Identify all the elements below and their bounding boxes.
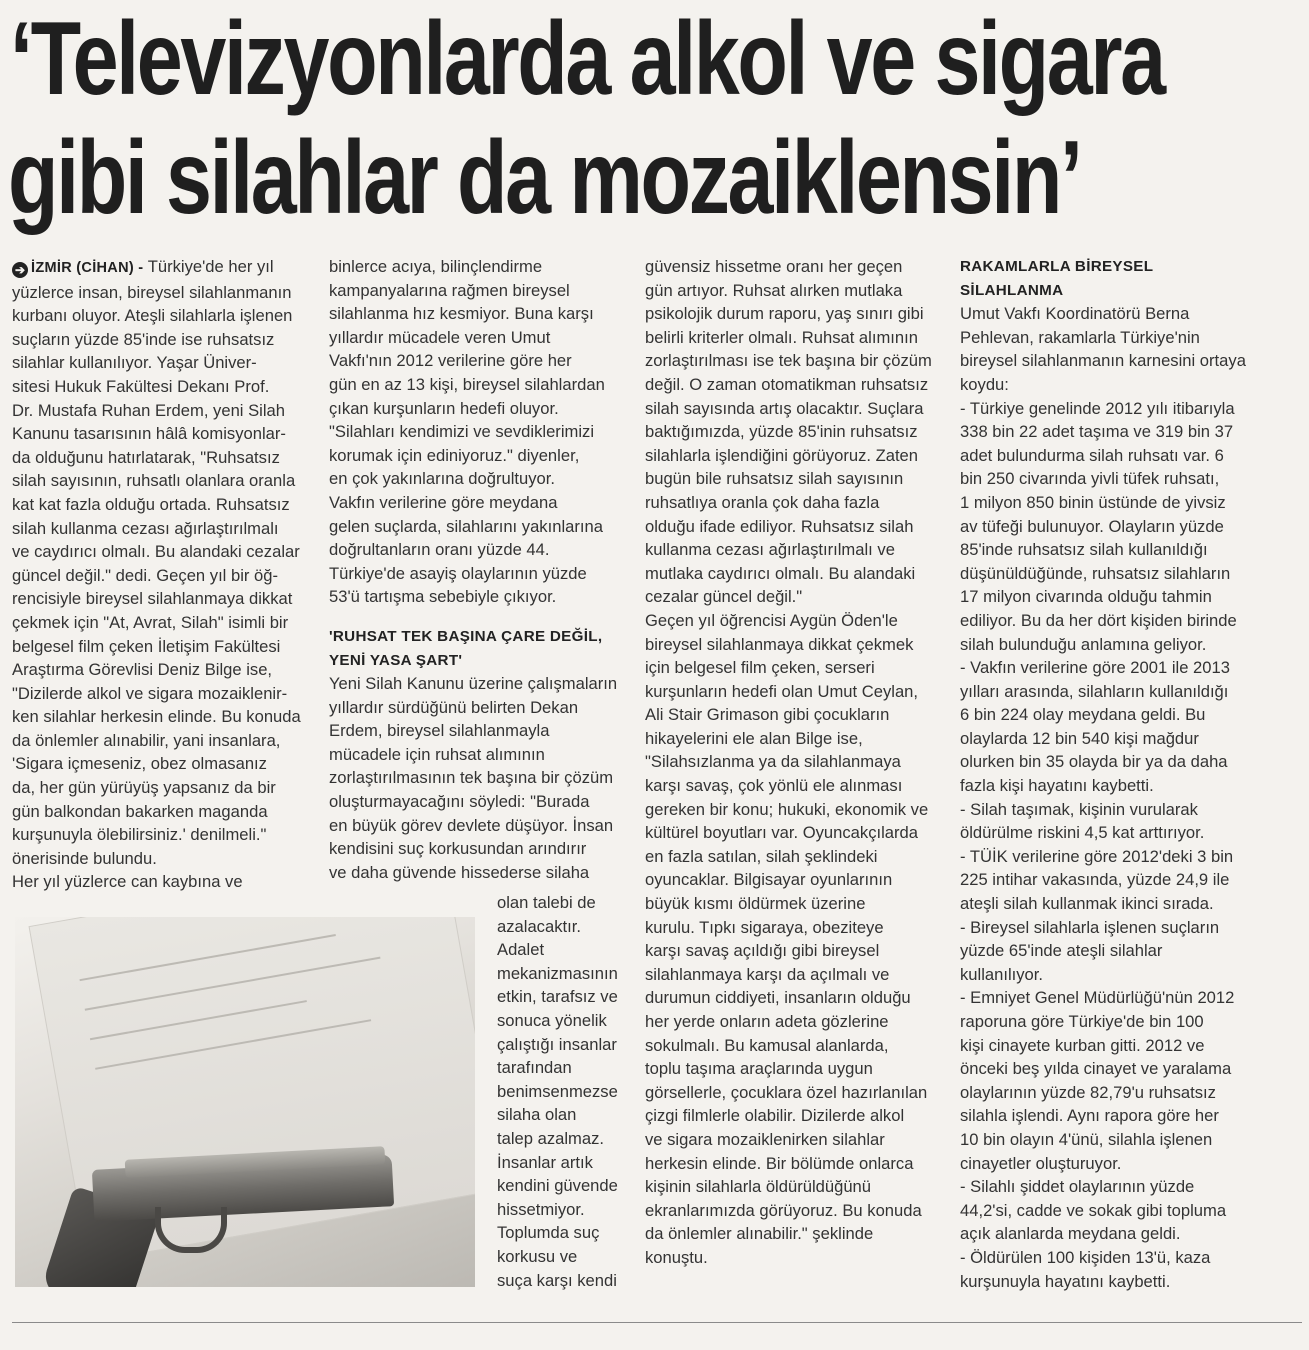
text-line: silahlarla işlendiğini görüyoruz. Zaten (645, 445, 919, 465)
text-line: mücadele için ruhsat alımının (329, 744, 545, 764)
text-line: Umut Vakfı Koordinatörü Berna (960, 304, 1190, 324)
text-line: "Silahları kendimizi ve sevdiklerimizi (329, 422, 595, 442)
text-line: - Öldürülen 100 kişiden 13'ü, kaza (960, 1247, 1211, 1267)
text-line: psikolojik durum raporu, yaş sınırı gibi (645, 304, 924, 324)
text-line: "Dizilerde alkol ve sigara mozaiklenir- (12, 683, 288, 703)
text-line: Pehlevan, rakamlarla Türkiye'nin (960, 327, 1200, 347)
text-line: adet bulundurma silah ruhsatı var. 6 (960, 445, 1224, 465)
text-line: çizgi filmlerle olabilir. Dizilerde alkol (645, 1106, 905, 1126)
text-line: kurbanı oluyor. Ateşli silahlarla işlenen (12, 306, 293, 326)
text-line: düşünüldüğünde, ruhsatsız silahların (960, 563, 1231, 583)
text-line: silah kullanma cezası ağırlaştırılmalı (12, 518, 279, 538)
text-line: - Silah taşımak, kişinin vurularak (960, 799, 1198, 819)
text-line: yıllardır sürdüğünü belirten Dekan (329, 697, 579, 717)
column-2-subhead (329, 625, 624, 672)
text-line: olurken bin 35 olayda bir ya da daha (960, 752, 1228, 772)
text-line: silahlanma hız kesmiyor. Buna karşı (329, 304, 594, 324)
text-line: suça karşı kendi (497, 1270, 617, 1290)
text-line: silahlanmaya karşı da açılmalı ve (645, 964, 890, 984)
text-line: kişi cinayete kurban gitti. 2012 ve (960, 1035, 1205, 1055)
text-line: - Vakfın verilerine göre 2001 ile 2013 (960, 658, 1230, 678)
text-line: kendini güvende (497, 1176, 618, 1196)
text-line: 85'inde ruhsatsız silah kullanıldığı (960, 540, 1208, 560)
article-column-3 (645, 255, 941, 1270)
text-line: 53'ü tartışma sebebiyle çıkıyor. (329, 587, 557, 607)
text-line: silah sayısının, ruhsatlı olanlara oranla (12, 471, 296, 491)
arrow-circle-icon: ➔ (12, 262, 28, 278)
text-line: gün en az 13 kişi, bireysel silahlardan (329, 374, 605, 394)
text-line: yıllardır mücadele veren Umut (329, 327, 551, 347)
text-line: yüzlerce insan, bireysel silahlanmanın (12, 282, 292, 302)
byline: İZMİR (CİHAN) - (31, 260, 144, 276)
text-line: korumak için ediniyoruz." diyenler, (329, 445, 580, 465)
text-line: açık alanlarda meydana geldi. (960, 1224, 1181, 1244)
text-line: olan talebi de (497, 893, 596, 912)
paragraph-line: Türkiye'de her yıl (143, 257, 274, 276)
text-line: bireysel silahlanmaya dikkat çekmek (645, 634, 914, 654)
text-line: en çok yakınlarına doğrultuyor. (329, 469, 555, 489)
bottom-rule (12, 1322, 1302, 1323)
text-line: baktığımızda, yüzde 85'inin ruhsatsız (645, 422, 918, 442)
text-line: mutlaka caydırıcı olmalı. Bu alandaki (645, 563, 916, 583)
text-line: Vakfı'nın 2012 verilerine göre her (329, 351, 572, 371)
text-line: kampanyalarına rağmen bireysel (329, 280, 570, 300)
text-line: karşı savaş, çok yönlü ele alınması (645, 776, 903, 796)
text-line: da önlemler alınabilir." şeklinde (645, 1224, 874, 1244)
text-line: ruhsatlıya oranla çok daha fazla (645, 492, 880, 512)
article-column-2 (329, 255, 624, 884)
text-line: öldürülme riskini 4,5 kat arttırıyor. (960, 823, 1205, 843)
column-4-lines (960, 302, 1260, 1293)
text-line: korkusu ve (497, 1246, 578, 1266)
text-line: ateşli silah kullanmak ikinci sırada. (960, 894, 1214, 914)
text-line: gün balkondan bakarken maganda (12, 801, 268, 821)
text-line: İnsanlar artık (497, 1152, 593, 1172)
text-line: konuştu. (645, 1247, 708, 1267)
pistol-photo (15, 917, 475, 1287)
text-line: çekmek için "At, Avrat, Silah" isimli bir (12, 612, 289, 632)
text-line: hikayelerini ele alan Bilge ise, (645, 728, 863, 748)
text-line: önceki beş yılda cinayet ve yaralama (960, 1059, 1232, 1079)
text-line: kurşunların hedefi olan Umut Ceylan, (645, 681, 919, 701)
text-line: silaha olan (497, 1105, 577, 1125)
text-line: değil. O zaman otomatikman ruhsatsız (645, 374, 929, 394)
text-line: ve caydırıcı olmalı. Bu alandaki cezalar (12, 542, 300, 562)
text-line: benimsenmezse (497, 1081, 618, 1101)
text-line: mekanizmasının (497, 963, 618, 983)
text-line: en fazla satılan, silah şeklindeki (645, 846, 878, 866)
text-line: sonuca yönelik (497, 1010, 607, 1030)
text-line: - Silahlı şiddet olaylarının yüzde (960, 1177, 1195, 1197)
text-line: - Türkiye genelinde 2012 yılı itibarıyla (960, 398, 1235, 418)
text-line: silah bulunduğu anlamına geliyor. (960, 634, 1207, 654)
text-line: ve sigara mozaiklenirken silahlar (645, 1129, 885, 1149)
text-line: ve daha güvende hissederse silaha (329, 862, 590, 882)
text-line: tarafından (497, 1058, 572, 1078)
text-line: 6 bin 224 olay meydana geldi. Bu (960, 705, 1206, 725)
text-line: azalacaktır. (497, 916, 581, 936)
text-line: Geçen yıl öğrencisi Aygün Öden'le (645, 610, 898, 630)
text-line: doğrultanların oranı yüzde 44. (329, 540, 550, 560)
text-line: her yerde onların adeta gözlerine (645, 1012, 889, 1031)
text-line: silah sayısında artış olacaktır. Suçlara (645, 398, 924, 418)
text-line: Vakfın verilerine göre meydana (329, 492, 558, 512)
text-line: yılları arasında, silahların kullanıldığı (960, 681, 1229, 701)
text-line: kurulu. Tıpkı sigaraya, obeziteye (645, 917, 884, 937)
text-line: durumun ciddiyeti, insanların olduğu (645, 988, 911, 1008)
text-line: sitesi Hukuk Fakültesi Dekanı Prof. (12, 376, 270, 396)
text-line: Ali Stair Grimason gibi çocukların (645, 705, 890, 725)
text-line: gelen suçlarda, silahlarını yakınlarına (329, 516, 603, 536)
text-line: Araştırma Görevlisi Deniz Bilge ise, (12, 660, 273, 680)
text-line: olaylarının yüzde 82,79'u ruhsatsız (960, 1082, 1216, 1102)
text-line: - TÜİK verilerine göre 2012'deki 3 bin (960, 846, 1234, 866)
text-line: kişinin silahlarla öldürüldüğünü (645, 1177, 872, 1197)
text-line: Yeni Silah Kanunu üzerine çalışmaların (329, 674, 618, 694)
text-line: çıkan kurşunların hedefi oluyor. (329, 398, 559, 418)
headline-line-1: ‘Televizyonlarda alkol ve sigara (10, 1, 1164, 117)
text-line: talep azalmaz. (497, 1128, 604, 1148)
text-line: en büyük görev devlete düşüyor. İnsan (329, 815, 614, 835)
text-line: olduğu ifade ediliyor. Ruhsatsız silah (645, 516, 914, 536)
headline-line-2: gibi silahlar da mozaiklensin’ (8, 120, 1081, 236)
column-4-subhead (960, 255, 1260, 302)
text-line: raporuna göre Türkiye'de bin 100 (960, 1012, 1204, 1031)
text-line: hissetmiyor. (497, 1199, 585, 1219)
text-line: oyuncaklar. Bilgisayar oyunlarının (645, 870, 893, 890)
text-line: 'RUHSAT TEK BAŞINA ÇARE DEĞİL, (329, 627, 603, 645)
text-line: 1 milyon 850 binin üstünde de yivsiz (960, 492, 1226, 512)
text-line: büyük kısmı öldürmek üzerine (645, 894, 866, 914)
text-line: gün artıyor. Ruhsat alırken mutlaka (645, 280, 903, 300)
text-line: koydu: (960, 374, 1009, 394)
text-line: toplu taşıma araçlarında uygun (645, 1059, 873, 1079)
article-column-2-narrow (497, 891, 622, 1292)
text-line: av tüfeği bulunuyor. Olayların yüzde (960, 516, 1224, 536)
text-line: görsellerle, çocuklara özel hazırlanılan (645, 1082, 928, 1102)
text-line: belgesel film çeken İletişim Fakültesi (12, 636, 281, 656)
text-line: oluşturmayacağını söyledi: "Burada (329, 792, 590, 812)
text-line: 17 milyon civarında olduğu tahmin (960, 587, 1212, 607)
text-line: sokulmalı. Bu kamusal alanlarda, (645, 1035, 889, 1055)
text-line: kat kat fazla olduğu ortada. Ruhsatsız (12, 494, 290, 514)
text-line: 225 intihar vakasında, yüzde 24,9 ile (960, 870, 1230, 890)
text-line: ediliyor. Bu da her dört kişiden birinde (960, 610, 1237, 630)
text-line: da olduğunu hatırlatarak, "Ruhsatsız (12, 447, 280, 467)
text-line: da önlemler alınabilir, yani insanlara, (12, 730, 281, 750)
text-line: güncel değil." dedi. Geçen yıl bir öğ- (12, 565, 279, 585)
text-line: "Silahsızlanma ya da silahlanmaya (645, 752, 901, 772)
text-line: 10 bin olayın 4'ünü, silahla işlenen (960, 1129, 1213, 1149)
text-line: belirli kriterler olmalı. Ruhsat alımının (645, 327, 918, 347)
text-line: karşı savaş açıldığı gibi bireysel (645, 941, 880, 961)
text-line: binlerce acıya, bilinçlendirme (329, 257, 543, 276)
text-line: bugün bile ruhsatsız silah sayısının (645, 469, 904, 489)
text-line: önerisinde bulundu. (12, 848, 157, 868)
text-line: zorlaştırılmasının tek başına bir çözüm (329, 768, 614, 788)
text-line: ekranlarımızda görüyoruz. Bu konuda (645, 1200, 922, 1220)
text-line: etkin, tarafsız ve (497, 987, 618, 1007)
text-line: SİLAHLANMA (960, 281, 1064, 299)
text-line: kültürel boyutları var. Oyuncakçılarda (645, 823, 919, 843)
text-line: bireysel silahlanmanın karnesini ortaya (960, 351, 1246, 371)
pistol-trigger-guard (155, 1207, 227, 1253)
text-line: kendisini suç korkusundan arındırır (329, 839, 587, 859)
text-line: kullanma cezası ağırlaştırılmalı ve (645, 540, 895, 560)
text-line: YENİ YASA ŞART' (329, 651, 463, 669)
text-line: fazla kişi hayatını kaybetti. (960, 776, 1154, 796)
text-line: kullanılıyor. (960, 964, 1044, 984)
column-2-after-lines (329, 672, 624, 884)
text-line: - Emniyet Genel Müdürlüğü'nün 2012 (960, 988, 1235, 1008)
text-line: 44,2'si, cadde ve sokak gibi topluma (960, 1200, 1227, 1220)
text-line: RAKAMLARLA BİREYSEL (960, 258, 1154, 275)
byline-line (12, 255, 312, 281)
text-line: Erdem, bireysel silahlanmayla (329, 721, 550, 741)
text-line: zorlaştırılması ise tek başına bir çözüm (645, 351, 932, 371)
text-line: bin 250 civarında yivli tüfek ruhsatı, (960, 469, 1220, 489)
text-line: silahla işlendi. Aynı rapora göre her (960, 1106, 1219, 1126)
column-2-lines (329, 255, 624, 609)
article-column-1 (12, 255, 312, 894)
text-line: Türkiye'de asayiş olaylarının yüzde (329, 563, 587, 583)
text-line: - Bireysel silahlarla işlenen suçların (960, 917, 1220, 937)
text-line: güvensiz hissetme oranı her geçen (645, 257, 903, 276)
text-line: cinayetler oluşturuyor. (960, 1153, 1122, 1173)
text-line: cezalar güncel değil." (645, 587, 803, 607)
text-line: Toplumda suç (497, 1223, 600, 1243)
text-line: 'Sigara içmeseniz, obez olmasanız (12, 754, 267, 774)
text-line: ken silahlar herkesin elinde. Bu konuda (12, 707, 301, 727)
text-line: silahlar kullanılıyor. Yaşar Üniver- (12, 353, 257, 373)
text-line: Adalet (497, 940, 545, 960)
text-line: gereken bir konu; hukuki, ekonomik ve (645, 799, 929, 819)
text-line: herkesin elinde. Bir bölümde onlarca (645, 1153, 914, 1173)
text-line: kurşunuyla ölebilirsiniz.' denilmeli." (12, 825, 267, 845)
text-line: rencisiyle bireysel silahlanmaya dikkat (12, 589, 293, 609)
text-line: Kanunu tasarısının hâlâ komisyonlar- (12, 424, 286, 444)
text-line: yüzde 65'inde ateşli silahlar (960, 941, 1163, 961)
text-line: olaylarda 12 bin 540 kişi mağdur (960, 728, 1199, 748)
text-line: için belgesel film çeken, serseri (645, 658, 875, 678)
text-line: Dr. Mustafa Ruhan Erdem, yeni Silah (12, 400, 286, 420)
text-line: 338 bin 22 adet taşıma ve 319 bin 37 (960, 422, 1234, 442)
text-line: çalıştığı insanlar (497, 1034, 617, 1054)
text-line: suçların yüzde 85'inde ise ruhsatsız (12, 329, 275, 349)
column-3-lines (645, 255, 941, 1270)
article-column-4 (960, 255, 1260, 1293)
text-line: Her yıl yüzlerce can kaybına ve (12, 872, 243, 892)
text-line: da, her gün yürüyüş yapsanız da bir (12, 778, 276, 798)
text-line: kurşunuyla hayatını kaybetti. (960, 1271, 1171, 1291)
column-1-lines (12, 281, 312, 894)
